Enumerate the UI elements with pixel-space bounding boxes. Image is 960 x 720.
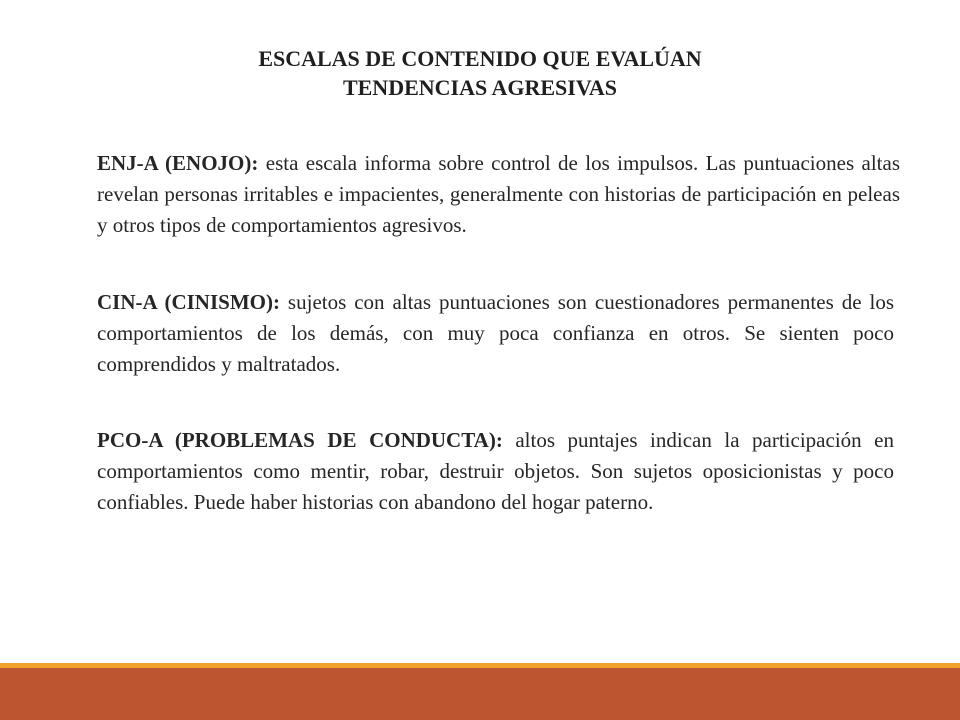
scale-description-enj-a: esta escala informa sobre control de los impulsos. Las puntuaciones altas revelan personas irritables e impacientes, generalmente con historias de participación en peleas y otros tipos de comportamientos agresivos. xyxy=(97,151,900,237)
slide-title-line-1: ESCALAS DE CONTENIDO QUE EVALÚAN xyxy=(258,46,702,71)
footer-band xyxy=(0,668,960,720)
paragraph-enj-a xyxy=(97,148,900,241)
paragraph-pco-a xyxy=(97,425,894,518)
scale-term-enj-a: ENJ-A (ENOJO): xyxy=(97,151,259,175)
slide-title xyxy=(120,44,840,102)
scale-term-pco-a: PCO-A (PROBLEMAS DE CONDUCTA): xyxy=(97,428,503,452)
paragraph-cin-a xyxy=(97,287,894,380)
scale-description-cin-a: sujetos con altas puntuaciones son cuestionadores permanentes de los comportamientos de los demás, con muy poca confianza en otros. Se sienten poco comprendidos y maltratados. xyxy=(97,290,894,376)
scale-description-pco-a: altos puntajes indican la participación en comportamientos como mentir, robar, destruir objetos. Son sujetos oposicionistas y poco confiables. Puede haber historias con abandono del hogar paterno. xyxy=(97,428,894,514)
slide-title-line-2: TENDENCIAS AGRESIVAS xyxy=(342,75,618,100)
scale-term-cin-a: CIN-A (CINISMO): xyxy=(97,290,280,314)
